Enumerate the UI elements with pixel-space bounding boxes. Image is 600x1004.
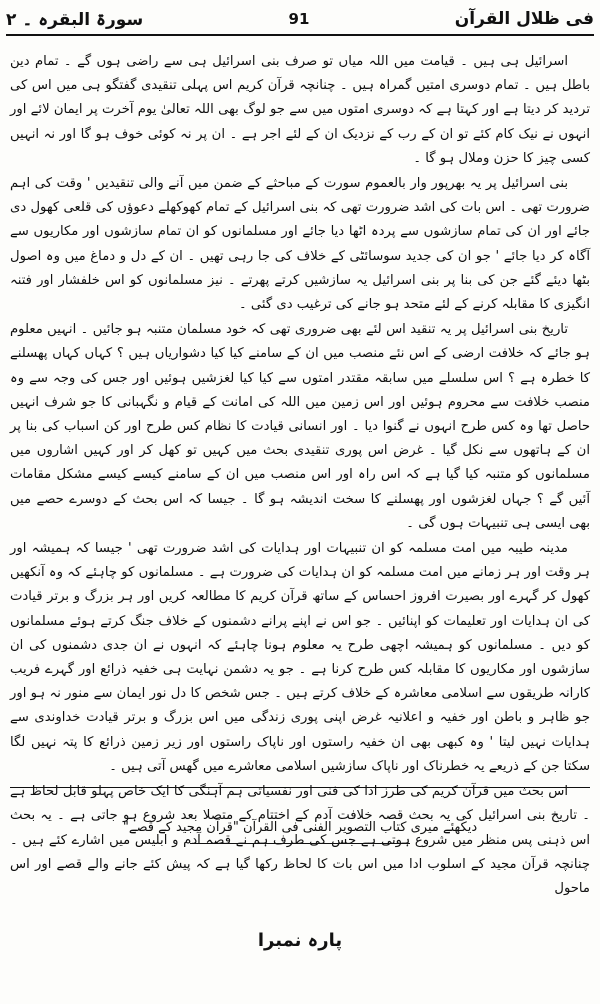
paragraph: اس بحث میں قرآن کریم کی طرز ادا کی فنی اور نفسیاتی ہم آہنگی کا ایک خاص پہلو قابل لحاظ ہے ۔ تاریخ بنی اسرائیل کی یہ بحث قصہ خلافت آدم کے اختتام کے متصلا بعد شروع ہو جاتی ہے ۔ یہ بحث اس ذہنی پس منظر میں شروع ہوتی ہے جس کی طرف ہم نے قصہ آدم و ابلیس میں اشارے کئے ہیں ۔ چنانچہ قرآن مجید کے اسلوب ادا میں اس بات کا لحاظ رکھا گیا ہے کہ پیش کئے جانے والے قصے اور اس ماحول — [10, 784, 590, 896]
paragraph: تاریخ بنی اسرائیل پر یہ تنقید اس لئے بھی ضروری تھی کہ خود مسلمان متنبہ ہو جائیں ۔ انہیں معلوم ہو جائے کہ خلافت ارضی کے اس نئے منصب میں ان کے سامنے کیا کیا دشواریاں ہیں ؟ کہاں کہاں پھسلنے کا خطرہ ہے ؟ اس سلسلے میں سابقہ مقتدر امتوں سے کیا کیا لغزشیں ہوئیں اور جس کی وجہ سے وہ منصب خلافت سے محروم ہوئیں اور اس زمین میں اللہ کی امانت کے قیام و نگہبانی کا جو شرف انہیں حاصل تھا وہ کس طرح انہوں نے گنوا دیا ۔ اور انسانی قیادت کا نظام کس طرح اور کن اسباب کی بنا پر ان کے ہاتھوں سے نکل گیا ۔ غرض اس پوری تنقیدی بحث میں کہیں تو کھل کر اور کہیں اشاروں میں مسلمانوں کو متنبہ کیا گیا ہے کہ اس راہ اور اس منصب میں ان کے سامنے کیسے کیسے مشکل مقامات آئیں گے ؟ جہاں لغزشوں اور پھسلنے کا سخت اندیشہ ہو گا ۔ جیسا کہ اس بحث کے دوسرے حصے میں بھی ایسی ہی تنبیہات ہوں گی ۔ — [10, 322, 590, 531]
surah-title: سورۃ البقرہ ۔ ۲ — [6, 9, 144, 30]
footnote-divider — [10, 787, 590, 788]
footnote-text: دیکھئے میری کتاب التصویر الفنی فی القرآن "قرآن مجید کے قصے" — [122, 820, 478, 835]
page-header — [6, 4, 594, 36]
page-number: 91 — [288, 10, 310, 28]
footnote-underline — [190, 843, 410, 844]
paragraph: مدینہ طیبہ میں امت مسلمہ کو ان تنبیہات اور ہدایات کی اشد ضرورت تھی ' جیسا کہ ہمیشہ اور ہر وقت اور ہر زمانے میں امت مسلمہ کو ان ہدایات کی ضرورت ہے ۔ مسلمانوں کو چاہئے کہ وہ آنکھیں کھول کر گہرے اور بصیرت افروز احساس کے ساتھ قرآن کریم کا مطالعہ کریں اور ہر بزرگ و برتر قیادت کی ان ہدایات اور تعلیمات کو اپنائیں ۔ جو اس نے اپنے پرانے دشمنوں کے خلاف جنگ کرتے ہوئے مسلمانوں کو دیں ۔ مسلمانوں کو ہمیشہ اچھی طرح یہ معلوم ہونا چاہئے کہ انہوں نے ان جدی دشمنوں کی ان سازشوں اور مکاریوں کا مقابلہ کس طرح کرنا ہے ۔ جو یہ دشمن نہایت ہی خفیہ ذرائع اور گہرے فریب کارانہ طریقوں سے اسلامی معاشرہ کے خلاف کرتے ہیں ۔ جس شخص کا دل نور ایمان سے منور نہ ہو اور جو ظاہر و باطن اور خفیہ و اعلانیہ غرض اپنی پوری زندگی میں اس بزرگ و برتر قیادت خداوندی سے ہدایات نہیں لیتا ' وہ کبھی بھی ان خفیہ راستوں اور ناپاک راستوں اور زیر زمین ذرائع کا پتہ نہیں لگا سکتا جن کے ذریعے یہ خطرناک اور ناپاک سازشیں اسلامی معاشرے میں گھس آتی ہیں ۔ — [10, 541, 590, 774]
book-title: فی ظلال القرآن — [454, 9, 594, 29]
paragraph: اسرائیل ہی ہیں ۔ قیامت میں اللہ میاں تو صرف بنی اسرائیل ہی سے راضی ہوں گے ۔ تمام دین باطل ہیں ۔ تمام دوسری امتیں گمراہ ہیں ۔ چنانچہ قرآن کریم اس پہلی تنقیدی گفتگو ہی میں اس کی تردید کر دیتا ہے اور کہتا ہے کہ دوسری امتوں میں سے جو لوگ بھی اللہ تعالیٰ یوم آخرت پر ایمان لائے اور انہوں نے نیک کام کئے تو ان کے رب کے نزدیک ان کے لئے اجر ہے ۔ ان پر نہ کوئی خوف ہو گا اور نہ انہیں کسی چیز کا حزن وملال ہو گا ۔ — [10, 54, 590, 166]
para-label: پارہ نمبرا — [257, 930, 343, 951]
footnote — [10, 820, 590, 844]
paragraph: بنی اسرائیل پر یہ بھرپور وار بالعموم سورت کے مباحثے کے ضمن میں آنے والی تنقیدیں ' وقت کی اہم ضرورت تھی ۔ اس بات کی اشد ضرورت تھی کہ بنی اسرائیل کے تمام کھوکھلے دعوؤں کی قلعی کھول دی جائے اور ان کی تمام سازشوں سے پردہ اٹھا دیا جائے اور مسلمانوں کو ان تمام سازشوں اور مکاریوں سے آگاہ کر دیا جائے ' جو ان کی جدید سوسائٹی کے خلاف کی جا رہی تھیں ۔ ان کے دل و دماغ میں وہ اصول بٹھا دیئے گئے جن کی بنا پر بنی اسرائیل یہ سازشیں کرتے پھرتے ۔ نیز مسلمانوں کو اس خلفشار اور فتنہ انگیزی کا مقابلہ کرنے کے لئے متحد ہو جانے کی ترغیب دی گئی ۔ — [10, 176, 590, 313]
